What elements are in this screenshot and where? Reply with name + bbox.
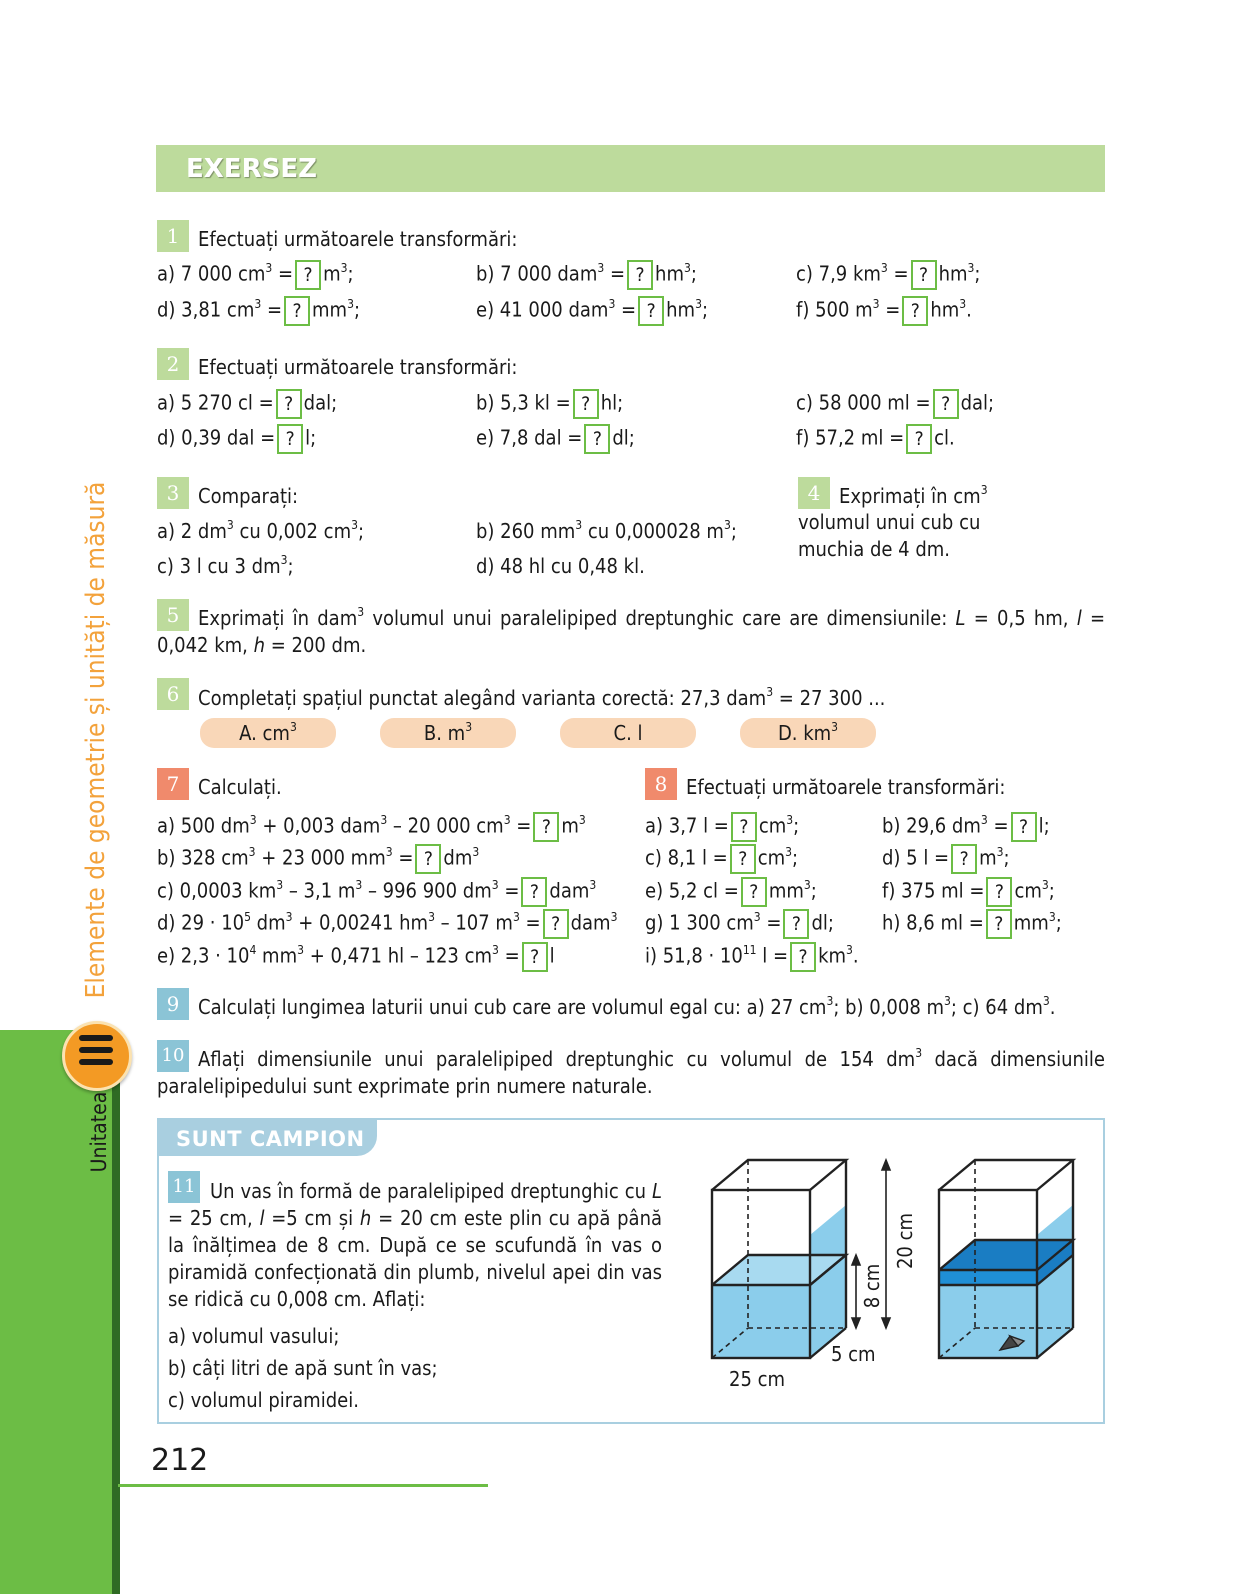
champion-question-a: a) volumul vasului; xyxy=(168,1324,340,1348)
answer-box[interactable]: ? xyxy=(730,844,756,874)
exercise-4-line-1: Exprimați în $cm^3$ xyxy=(839,483,988,508)
exercise-1-item-c: c) 7,9 $km^3$ = ? $hm^3$; xyxy=(796,260,980,290)
champion-title: SUNT CAMPION xyxy=(176,1127,365,1151)
option-c[interactable]: C. l xyxy=(560,718,696,748)
option-a[interactable]: A. $cm^3$ xyxy=(200,718,336,748)
dimension-length-label: 25 cm xyxy=(729,1367,786,1391)
exercise-number-2: 2 xyxy=(157,348,189,380)
exercise-number-9: 9 xyxy=(157,988,189,1020)
exercise-number-4: 4 xyxy=(798,477,830,509)
exercise-number-11: 11 xyxy=(168,1171,200,1203)
answer-box[interactable]: ? xyxy=(783,909,809,939)
exercise-9-text: Calculați lungimea laturii unui cub care are volumul egal cu: a) 27 $cm^3$; b) 0,008 $m^3$; c) 64 $dm^3$. xyxy=(198,994,1056,1019)
exercise-2-item-b: b) 5,3 kl = ? hl; xyxy=(476,389,623,419)
raised-water-front xyxy=(939,1270,1037,1285)
option-b[interactable]: B. $m^3$ xyxy=(380,718,516,748)
answer-box[interactable]: ? xyxy=(522,942,548,972)
exercise-6-text: Completați spațiul punctat alegând varianta corectă: 27,3 dam$^3$ = 27 300 ... xyxy=(198,685,886,710)
answer-box[interactable]: ? xyxy=(284,296,310,326)
exercise-10-text: Aflați dimensiunile unui paralelipiped dreptunghic cu volumul de 154 $dm^3$ dacă dimensiunile paralelipipedului sunt exprimate prin numere naturale. xyxy=(157,1046,1105,1098)
exercise-7-item-a: a) 500 $dm^3 + 0,003$ dam$^3$ – 20 000 $cm^3$ = ? $m^3$ xyxy=(157,812,586,842)
exercise-number-3: 3 xyxy=(157,477,189,509)
exercise-4-line-3: muchia de 4 dm. xyxy=(798,537,951,561)
sidebar-unit-label: Unitatea xyxy=(87,1091,111,1173)
answer-box[interactable]: ? xyxy=(986,909,1012,939)
exercise-3-title: Comparați: xyxy=(198,484,299,508)
answer-box[interactable]: ? xyxy=(584,424,610,454)
exercise-8-title: Efectuați următoarele transformări: xyxy=(686,775,1006,799)
exercise-1-title: Efectuați următoarele transformări: xyxy=(198,227,518,251)
dimension-water-label: 8 cm xyxy=(860,1263,884,1309)
exercise-8-item-b: b) 29,6 $dm^3$ = ? l; xyxy=(882,812,1050,842)
section-title: EXERSEZ xyxy=(186,154,317,184)
answer-box[interactable]: ? xyxy=(986,877,1012,907)
unit-badge-icon xyxy=(79,1035,113,1065)
exercise-2-item-d: d) 0,39 dal = ? l; xyxy=(157,424,316,454)
exercise-8-item-e: e) 5,2 cl = ? $mm^3$; xyxy=(645,877,817,907)
exercise-7-item-c: c) 0,0003 $km^3 - 3,1$ $m^3 - 996$ 900 $dm^3$ = ? dam$^3$ xyxy=(157,877,596,907)
answer-box[interactable]: ? xyxy=(276,389,302,419)
sidebar-lower-bar-shadow xyxy=(112,1030,120,1594)
exercise-3-item-b: b) 260 $mm^3$ cu 0,000028 $m^3$; xyxy=(476,518,737,543)
exercise-8-item-a: a) 3,7 l = ? $cm^3$; xyxy=(645,812,799,842)
aquarium-diagram xyxy=(700,1150,1090,1400)
exercise-1-item-e: e) 41 000 dam$^3$ = ? $hm^3$; xyxy=(476,296,708,326)
option-d[interactable]: D. $km^3$ xyxy=(740,718,876,748)
exercise-7-title: Calculați. xyxy=(198,775,282,799)
answer-box[interactable]: ? xyxy=(911,260,937,290)
water-front-face-right xyxy=(939,1285,1037,1358)
answer-box[interactable]: ? xyxy=(906,424,932,454)
exercise-number-7: 7 xyxy=(157,768,189,800)
exercise-1-item-f: f) 500 $m^3$ = ? $hm^3$. xyxy=(796,296,972,326)
exercise-2-title: Efectuați următoarele transformări: xyxy=(198,355,518,379)
answer-box[interactable]: ? xyxy=(1011,812,1037,842)
answer-box[interactable]: ? xyxy=(731,812,757,842)
exercise-2-item-e: e) 7,8 dal = ? dl; xyxy=(476,424,635,454)
exercise-8-item-h: h) 8,6 ml = ? $mm^3$; xyxy=(882,909,1062,939)
sidebar-chapter-title: Elemente de geometrie și unități de măsură xyxy=(81,481,111,999)
exercise-8-item-f: f) 375 ml = ? $cm^3$; xyxy=(882,877,1055,907)
champion-question-c: c) volumul piramidei. xyxy=(168,1388,359,1412)
exercise-1-item-b: b) 7 000 dam$^3$ = ? $hm^3$; xyxy=(476,260,697,290)
exercise-number-1: 1 xyxy=(157,220,189,252)
answer-box[interactable]: ? xyxy=(790,942,816,972)
answer-box[interactable]: ? xyxy=(902,296,928,326)
exercise-number-5: 5 xyxy=(157,599,189,631)
answer-box[interactable]: ? xyxy=(638,296,664,326)
exercise-8-item-g: g) 1 300 $cm^3$ = ? dl; xyxy=(645,909,834,939)
answer-box[interactable]: ? xyxy=(533,812,559,842)
exercise-3-item-d: d) 48 hl cu 0,48 kl. xyxy=(476,554,645,578)
exercise-4-line-2: volumul unui cub cu xyxy=(798,510,981,534)
exercise-1-item-a: a) 7 000 $cm^3$ = ? $m^3$; xyxy=(157,260,354,290)
answer-box[interactable]: ? xyxy=(543,909,569,939)
answer-box[interactable]: ? xyxy=(277,424,303,454)
champion-problem-text: Un vas în formă de paralelipiped dreptunghic cu L = 25 cm, l =5 cm și h = 20 cm este plin cu apă până la înălțimea de 8 cm. După ce se scufundă în vas o piramidă confecționată din plumb, nivelul apei din vas se ridică cu 0,008 cm. Aflați: xyxy=(168,1179,663,1311)
footer-rule xyxy=(118,1484,488,1487)
answer-box[interactable]: ? xyxy=(951,844,977,874)
answer-box[interactable]: ? xyxy=(573,389,599,419)
exercise-8-item-d: d) 5 l = ? $m^3$; xyxy=(882,844,1010,874)
exercise-8-item-c: c) 8,1 l = ? $cm^3$; xyxy=(645,844,798,874)
exercise-2-item-f: f) 57,2 ml = ? cl. xyxy=(796,424,955,454)
answer-box[interactable]: ? xyxy=(521,877,547,907)
exercise-number-10: 10 xyxy=(157,1040,189,1072)
exercise-number-8: 8 xyxy=(645,768,677,800)
exercise-1-item-d: d) 3,81 $cm^3$ = ? $mm^3$; xyxy=(157,296,360,326)
page-number: 212 xyxy=(151,1443,209,1478)
exercise-8-item-i: i) $51,8 \cdot 10^{11}$ l = ? $km^3$. xyxy=(645,942,859,972)
exercise-2-item-a: a) 5 270 cl = ? dal; xyxy=(157,389,337,419)
champion-question-b: b) câți litri de apă sunt în vas; xyxy=(168,1356,438,1380)
dimension-width-label: 5 cm xyxy=(831,1342,876,1366)
answer-box[interactable]: ? xyxy=(627,260,653,290)
exercise-3-item-c: c) 3 l cu 3 $dm^3$; xyxy=(157,553,294,578)
water-front-face xyxy=(712,1285,810,1358)
answer-box[interactable]: ? xyxy=(933,389,959,419)
exercise-7-item-e: e) $2,3 \cdot 10^4$ $mm^3 + 0,471$ hl – 123 $cm^3$ = ? l xyxy=(157,942,555,972)
answer-box[interactable]: ? xyxy=(295,260,321,290)
exercise-7-item-d: d) $29 \cdot 10^5$ $dm^3 + 0,00241$ $hm^3 - 107$ $m^3$ = ? dam$^3$ xyxy=(157,909,617,939)
exercise-number-6: 6 xyxy=(157,678,189,710)
exercise-3-item-a: a) 2 $dm^3$ cu 0,002 $cm^3$; xyxy=(157,518,365,543)
answer-box[interactable]: ? xyxy=(741,877,767,907)
exercise-2-item-c: c) 58 000 ml = ? dal; xyxy=(796,389,994,419)
exercise-5-text: Exprimați în dam$^3$ volumul unui paralelipiped dreptunghic care are dimensiunile: L = 0,5 hm, l = 0,042 km, h = 200 dm. xyxy=(157,605,1106,657)
answer-box[interactable]: ? xyxy=(415,844,441,874)
dimension-height-label: 20 cm xyxy=(893,1212,917,1270)
exercise-7-item-b: b) 328 $cm^3 + 23$ 000 $mm^3$ = ? $dm^3$ xyxy=(157,844,479,874)
